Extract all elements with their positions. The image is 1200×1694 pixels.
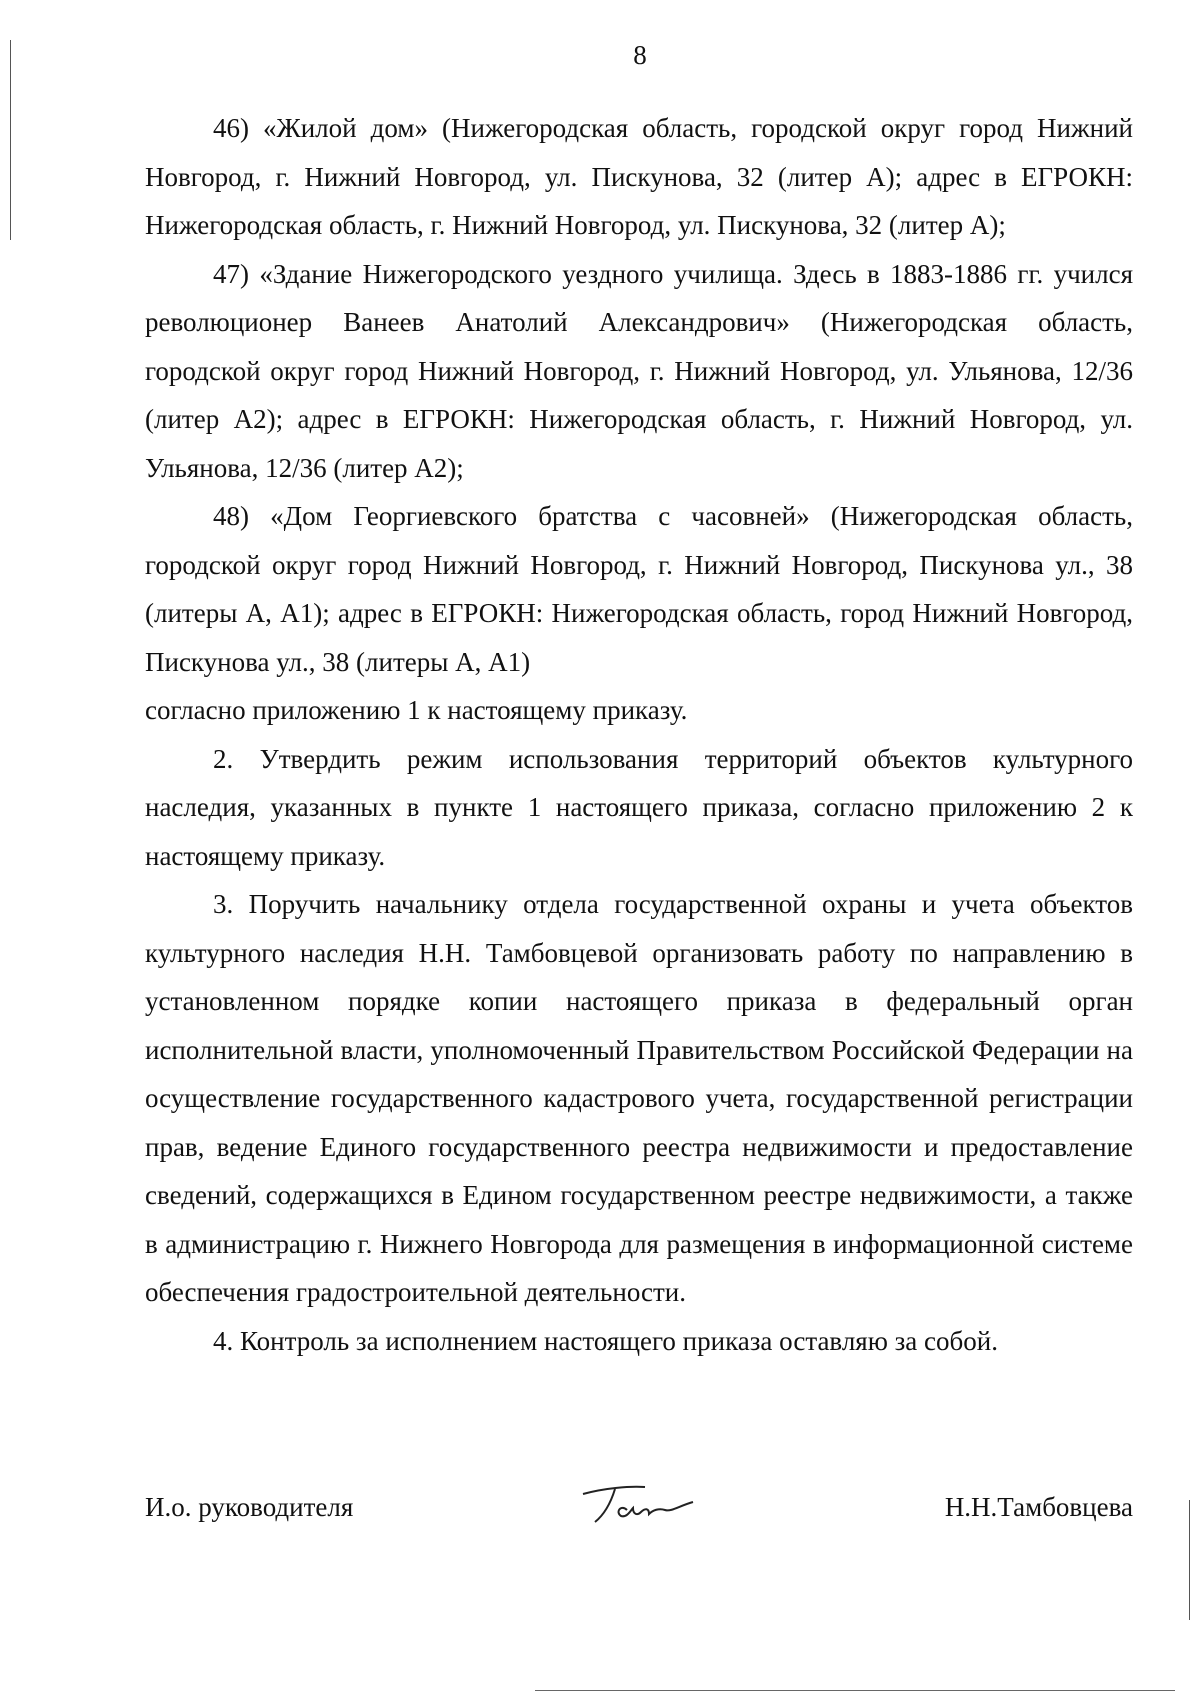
signatory-position: И.о. руководителя: [145, 1492, 354, 1522]
scan-bottom-line: [535, 1690, 1175, 1691]
paragraph-item-48: 48) «Дом Георгиевского братства с часовней» (Нижегородская область, городской округ город Нижний Новгород, г. Нижний Новгород, Пискунова ул., 38 (литеры А, А1); адрес в ЕГРОКН: Нижегородская область, город Нижний Новгород, Пискунова ул., 38 (литеры А, А1): [145, 501, 1133, 677]
document-body: [145, 104, 1133, 1365]
page-number: 8: [633, 40, 647, 70]
handwritten-signature: [575, 1480, 705, 1530]
signatory-name: Н.Н.Тамбовцева: [944, 1492, 1133, 1522]
paragraph-item-46: 46) «Жилой дом» (Нижегородская область, городской округ город Нижний Новгород, г. Нижний Новгород, ул. Пискунова, 32 (литер А); адрес в ЕГРОКН: Нижегородская область, г. Нижний Новгород, ул. Пискунова, 32 (литер А);: [145, 113, 1133, 240]
paragraph-clause-3: 3. Поручить начальнику отдела государственной охраны и учета объектов культурного наследия Н.Н. Тамбовцевой организовать работу по направлению в установленном порядке копии настоящего приказа в федеральный орган исполнительной власти, уполномоченный Правительством Российской Федерации на осуществление государственного кадастрового учета, государственной регистрации прав, ведение Единого государственного реестра недвижимости и предоставление сведений, содержащихся в Едином государственном реестре недвижимости, а также в администрацию г. Нижнего Новгорода для размещения в информационной системе обеспечения градостроительной деятельности.: [145, 889, 1133, 1307]
paragraph-clause-4: 4. Контроль за исполнением настоящего приказа оставляю за собой.: [213, 1325, 998, 1356]
scan-margin-line: [1189, 1500, 1190, 1620]
paragraph-clause-2: 2. Утвердить режим использования территорий объектов культурного наследия, указанных в пункте 1 настоящего приказа, согласно приложению 2 к настоящему приказу.: [145, 743, 1133, 871]
paragraph-item-47: 47) «Здание Нижегородского уездного училища. Здесь в 1883-1886 гг. учился революционер Ванеев Анатолий Александрович» (Нижегородская область, городской округ город Нижний Новгород, г. Нижний Новгород, ул. Ульянова, 12/36 (литер А2); адрес в ЕГРОКН: Нижегородская область, г. Нижний Новгород, ул. Ульянова, 12/36 (литер А2);: [145, 258, 1133, 483]
signature-block: [145, 1480, 1133, 1540]
paragraph-appendix-reference: согласно приложению 1 к настоящему приказу.: [145, 695, 688, 725]
